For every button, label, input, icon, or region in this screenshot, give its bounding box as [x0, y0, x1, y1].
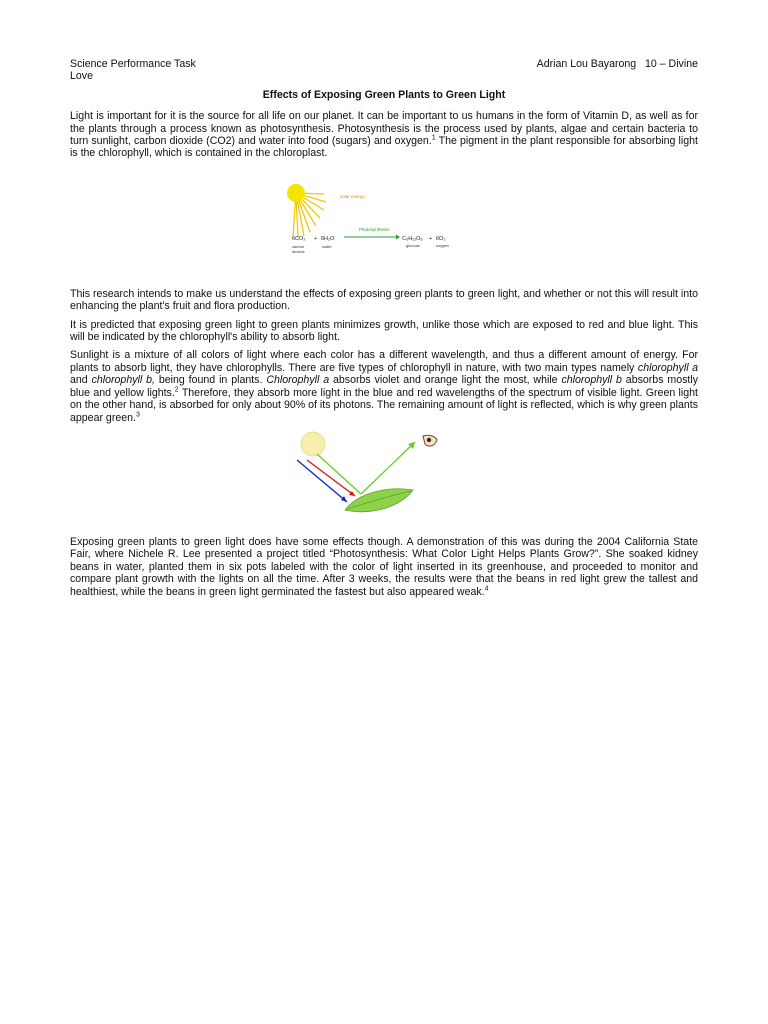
svg-text:carbon: carbon: [292, 243, 305, 249]
product-glucose: C₆H₁₂O₆: [402, 235, 423, 242]
svg-text:oxygen: oxygen: [436, 242, 449, 248]
photosynthesis-diagram: [284, 176, 484, 274]
header-author: Adrian Lou Bayarong 10 – Divine: [536, 58, 698, 70]
paragraph-research-aim: This research intends to make us understand the effects of exposing green plants to green light, and whether or not this will result into enhancing the plant's fruit and flora production.: [70, 287, 698, 313]
green-light-ray: [317, 454, 361, 494]
paragraph-hypothesis: It is predicted that exposing green light to green plants minimizes growth, unlike those which are exposed to red and blue light. This will be indicated by the chlorophyll's ability to absorb light.: [70, 318, 698, 344]
svg-text:dioxide: dioxide: [292, 248, 305, 254]
document-page: [70, 58, 698, 604]
reflected-green-ray: [361, 442, 415, 494]
sun-icon: [287, 184, 305, 202]
plus-2: +: [429, 235, 433, 242]
sun-icon: [301, 432, 325, 456]
paragraph-intro: Light is important for it is the source for all life on our planet. It can be important to us humans in the form of Vitamin D, as well as for the plants through a process known as photosynthesis. Photosynthesis is the process used by plants, algae and certain bacteria to turn sunlight, carbon dioxide (CO2) and water into food (sugars) and oxygen.$^1$ The pigment in the plant responsible for absorbing light is the chlorophyll, which is contained in the chloroplast.: [70, 110, 698, 160]
paragraph-sunlight: Sunlight is a mixture of all colors of light where each color has a different wavelength, and thus a different amount of energy. For plants to absorb light, they have chlorophylls. There are five types of chlorophyll in nature, with two main types namely chlorophyll a and chlorophyll b, being found in plants. Chlorophyll a absorbs violet and orange light the most, while chlorophyll b absorbs mostly blue and yellow lights.$^2$ Therefore, they absorb more light in the blue and red wavelengths of the spectrum of visible light. Green light on the other hand, is absorbed for only about 90% of its photons. The remaining amount of light is reflected, which is why green plants appear green.$^3$: [70, 349, 698, 424]
document-title: Effects of Exposing Green Plants to Green Light: [262, 88, 506, 101]
blue-light-ray: [297, 460, 347, 502]
eye-icon: [423, 435, 437, 446]
photosynthesis-label: Photosynthesis: [359, 226, 390, 232]
reactant-water: 6H₂O: [321, 235, 335, 242]
header-section-continued: Love: [70, 70, 93, 83]
red-light-ray: [307, 460, 355, 496]
svg-text:water: water: [322, 243, 332, 249]
footnote-ref-2[interactable]: 2: [174, 386, 179, 394]
photosynthesis-illustration: [284, 176, 484, 274]
header: [70, 58, 698, 70]
leaf-reflection-illustration: [289, 430, 479, 522]
reactant-co2: 6CO₂: [292, 235, 306, 242]
footnote-ref-4[interactable]: 4: [484, 585, 489, 592]
footnote-ref-1[interactable]: 1: [431, 134, 436, 142]
paragraph-experiment: Exposing green plants to green light does have some effects though. A demonstration of this was during the 2004 California State Fair, where Nichele R. Lee presented a project titled “Photosynthesis: What Color Light Helps Plants Grow?”. She soaked kidney beans in water, planted them in six pots labeled with the color of light inserted in its greenhouse, and proceeded to monitor and compare plant growth with the lights on all the time. After 3 weeks, the results were that the beans in red light grew the tallest and healthiest, while the beans in green light germinated the fastest but also appeared weak.$^4$: [70, 535, 698, 598]
leaf-icon: [345, 489, 413, 512]
solar-energy-label: solar energy: [340, 193, 365, 199]
plus-1: +: [314, 235, 318, 242]
header-course: Science Performance Task: [70, 58, 196, 70]
product-oxygen: 6O₂: [436, 235, 446, 242]
light-reflection-diagram: [289, 430, 479, 522]
svg-text:glucose: glucose: [406, 242, 420, 248]
footnote-ref-3[interactable]: 3: [135, 410, 140, 418]
